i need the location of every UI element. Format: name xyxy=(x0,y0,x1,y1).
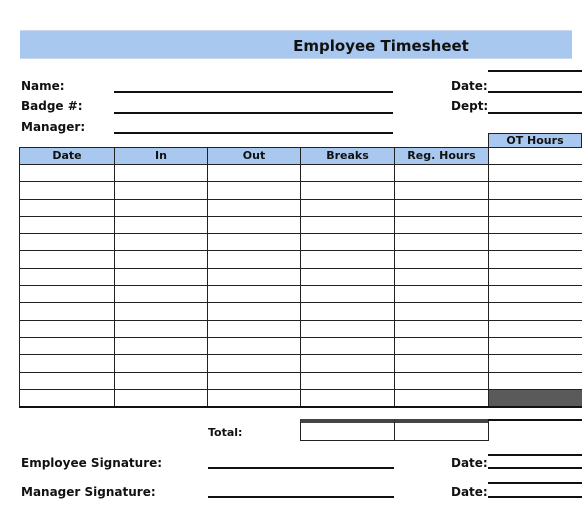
table-cell[interactable] xyxy=(20,303,115,320)
column-header-out: Out xyxy=(208,148,301,165)
table-cell[interactable] xyxy=(301,234,395,251)
table-row xyxy=(20,234,582,251)
table-cell[interactable] xyxy=(301,337,395,354)
employee-signature-date-field[interactable] xyxy=(488,467,582,469)
table-cell[interactable] xyxy=(301,268,395,285)
table-cell[interactable] xyxy=(395,286,489,303)
table-row xyxy=(20,337,582,354)
table-cell[interactable] xyxy=(20,286,115,303)
table-cell[interactable] xyxy=(115,320,208,337)
table-cell[interactable] xyxy=(208,216,301,233)
table-cell[interactable] xyxy=(115,182,208,199)
table-cell[interactable] xyxy=(395,355,489,372)
table-cell[interactable] xyxy=(208,286,301,303)
table-cell[interactable] xyxy=(20,355,115,372)
table-cell[interactable] xyxy=(301,320,395,337)
table-cell[interactable] xyxy=(489,182,582,199)
table-cell[interactable] xyxy=(489,216,582,233)
table-cell[interactable] xyxy=(115,303,208,320)
table-cell[interactable] xyxy=(489,251,582,268)
total-right-rule xyxy=(488,419,582,421)
table-cell[interactable] xyxy=(489,199,582,216)
total-reg-hours-box[interactable] xyxy=(300,419,395,441)
table-cell[interactable] xyxy=(395,268,489,285)
table-row xyxy=(20,182,582,199)
table-cell[interactable] xyxy=(115,268,208,285)
column-header-ot-hours xyxy=(489,148,582,165)
table-cell[interactable] xyxy=(301,286,395,303)
employee-signature-field[interactable] xyxy=(208,467,394,469)
table-cell[interactable] xyxy=(208,372,301,389)
table-cell[interactable] xyxy=(20,337,115,354)
timesheet-table xyxy=(19,147,582,408)
table-cell[interactable] xyxy=(489,268,582,285)
table-cell[interactable] xyxy=(489,165,582,182)
table-cell[interactable] xyxy=(489,355,582,372)
name-field[interactable] xyxy=(114,91,393,93)
table-row xyxy=(20,320,582,337)
table-cell[interactable] xyxy=(115,337,208,354)
table-cell[interactable] xyxy=(301,355,395,372)
table-cell[interactable] xyxy=(395,389,489,407)
table-cell[interactable] xyxy=(208,268,301,285)
table-cell[interactable] xyxy=(301,372,395,389)
table-cell[interactable] xyxy=(208,303,301,320)
table-cell[interactable] xyxy=(395,372,489,389)
table-cell[interactable] xyxy=(20,389,115,407)
date-field[interactable] xyxy=(488,91,582,93)
page-title: Employee Timesheet xyxy=(293,37,469,55)
table-row xyxy=(20,216,582,233)
table-cell[interactable] xyxy=(395,234,489,251)
table-header-row xyxy=(20,148,582,165)
table-cell[interactable] xyxy=(489,337,582,354)
table-cell[interactable] xyxy=(115,355,208,372)
table-row xyxy=(20,372,582,389)
ot-total-shaded-cell xyxy=(489,389,582,407)
employee-signature-date-label: Date: xyxy=(451,456,488,470)
table-cell[interactable] xyxy=(489,320,582,337)
column-header-reg-hours: Reg. Hours xyxy=(395,148,489,165)
table-cell[interactable] xyxy=(208,337,301,354)
table-cell[interactable] xyxy=(20,251,115,268)
table-cell[interactable] xyxy=(115,286,208,303)
table-cell[interactable] xyxy=(115,216,208,233)
table-cell[interactable] xyxy=(301,182,395,199)
table-cell[interactable] xyxy=(20,216,115,233)
table-row xyxy=(20,251,582,268)
table-cell[interactable] xyxy=(208,355,301,372)
table-cell[interactable] xyxy=(20,320,115,337)
badge-field[interactable] xyxy=(114,112,393,114)
date-label: Date: xyxy=(451,79,488,93)
table-cell[interactable] xyxy=(395,182,489,199)
table-cell[interactable] xyxy=(395,165,489,182)
table-cell[interactable] xyxy=(208,320,301,337)
table-cell[interactable] xyxy=(395,320,489,337)
table-cell[interactable] xyxy=(20,372,115,389)
table-cell[interactable] xyxy=(395,303,489,320)
table-cell[interactable] xyxy=(115,389,208,407)
manager-field[interactable] xyxy=(114,132,393,134)
title-banner xyxy=(20,30,572,59)
manager-signature-label: Manager Signature: xyxy=(21,485,156,499)
table-cell[interactable] xyxy=(489,286,582,303)
table-cell[interactable] xyxy=(208,251,301,268)
date-top-line xyxy=(488,70,582,72)
table-cell[interactable] xyxy=(395,199,489,216)
table-row xyxy=(20,389,582,407)
manager-signature-field[interactable] xyxy=(208,496,394,498)
table-cell[interactable] xyxy=(395,216,489,233)
employee-signature-date-top xyxy=(488,454,582,456)
manager-signature-date-label: Date: xyxy=(451,485,488,499)
table-row xyxy=(20,165,582,182)
table-cell[interactable] xyxy=(395,251,489,268)
column-header-breaks: Breaks xyxy=(301,148,395,165)
table-cell[interactable] xyxy=(115,234,208,251)
name-label: Name: xyxy=(21,79,65,93)
table-cell[interactable] xyxy=(301,389,395,407)
manager-signature-date-top xyxy=(488,482,582,484)
manager-signature-date-field[interactable] xyxy=(488,496,582,498)
ot-hours-header: OT Hours xyxy=(488,133,582,147)
table-cell[interactable] xyxy=(301,251,395,268)
table-cell[interactable] xyxy=(489,303,582,320)
table-cell[interactable] xyxy=(115,165,208,182)
table-cell[interactable] xyxy=(489,372,582,389)
table-row xyxy=(20,268,582,285)
manager-label: Manager: xyxy=(21,120,86,134)
table-row xyxy=(20,355,582,372)
table-cell[interactable] xyxy=(115,251,208,268)
table-cell[interactable] xyxy=(208,199,301,216)
table-cell[interactable] xyxy=(395,337,489,354)
employee-signature-label: Employee Signature: xyxy=(21,456,163,470)
table-cell[interactable] xyxy=(20,165,115,182)
table-cell[interactable] xyxy=(301,303,395,320)
table-cell[interactable] xyxy=(20,234,115,251)
total-label: Total: xyxy=(208,426,243,439)
table-cell[interactable] xyxy=(115,372,208,389)
table-cell[interactable] xyxy=(301,165,395,182)
table-cell[interactable] xyxy=(20,268,115,285)
dept-label: Dept: xyxy=(451,99,489,113)
table-cell[interactable] xyxy=(489,234,582,251)
badge-label: Badge #: xyxy=(21,99,83,113)
column-header-date: Date xyxy=(20,148,115,165)
table-row xyxy=(20,199,582,216)
table-cell[interactable] xyxy=(208,165,301,182)
table-cell[interactable] xyxy=(20,199,115,216)
table-cell[interactable] xyxy=(208,234,301,251)
column-header-in: In xyxy=(115,148,208,165)
table-row xyxy=(20,303,582,320)
dept-field[interactable] xyxy=(488,112,582,114)
table-cell[interactable] xyxy=(301,216,395,233)
table-cell[interactable] xyxy=(208,389,301,407)
table-cell[interactable] xyxy=(115,199,208,216)
table-cell[interactable] xyxy=(208,182,301,199)
table-cell[interactable] xyxy=(20,182,115,199)
table-row xyxy=(20,286,582,303)
table-cell[interactable] xyxy=(301,199,395,216)
total-ot-box[interactable] xyxy=(394,419,489,441)
